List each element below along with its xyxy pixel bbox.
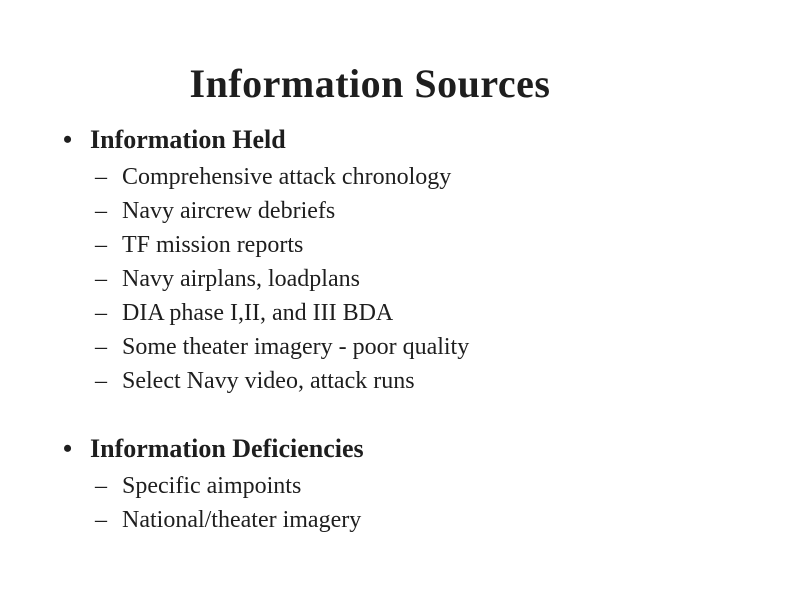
sub-item-label: TF mission reports	[122, 231, 304, 258]
dash-icon: –	[95, 163, 107, 190]
sub-item-label: National/theater imagery	[122, 506, 362, 533]
sub-item-label: Navy aircrew debriefs	[122, 197, 336, 224]
bullet-heading-information-deficiencies	[63, 432, 364, 466]
title-row	[0, 62, 792, 115]
sub-item-label: Specific aimpoints	[122, 472, 302, 499]
slide-title: Information Sources	[189, 61, 551, 106]
sub-item-label: Some theater imagery - poor quality	[122, 333, 470, 360]
sub-bullet-item	[95, 469, 301, 503]
dash-icon: –	[95, 333, 107, 360]
sub-item-label: DIA phase I,II, and III BDA	[122, 299, 394, 326]
heading-label: Information Deficiencies	[90, 434, 364, 463]
sub-item-label: Navy airplans, loadplans	[122, 265, 360, 292]
dash-icon: –	[95, 367, 107, 394]
dash-icon: –	[95, 265, 107, 292]
dash-icon: –	[95, 231, 107, 258]
sub-bullet-item	[95, 228, 303, 262]
heading-label: Information Held	[90, 125, 286, 154]
sub-bullet-item	[95, 296, 393, 330]
bullet-heading-information-held	[63, 123, 286, 157]
dash-icon: –	[95, 506, 107, 533]
dash-icon: –	[95, 197, 107, 224]
sub-bullet-item	[95, 330, 469, 364]
sub-bullet-item	[95, 160, 451, 194]
sub-item-label: Select Navy video, attack runs	[122, 367, 415, 394]
dash-icon: –	[95, 472, 107, 499]
sub-bullet-item	[95, 262, 360, 296]
sub-bullet-item	[95, 364, 415, 398]
dash-icon: –	[95, 299, 107, 326]
bullet-icon: •	[63, 125, 73, 154]
sub-bullet-item	[95, 194, 335, 228]
bullet-icon: •	[63, 434, 73, 463]
sub-bullet-item	[95, 503, 361, 537]
sub-item-label: Comprehensive attack chronology	[122, 163, 452, 190]
